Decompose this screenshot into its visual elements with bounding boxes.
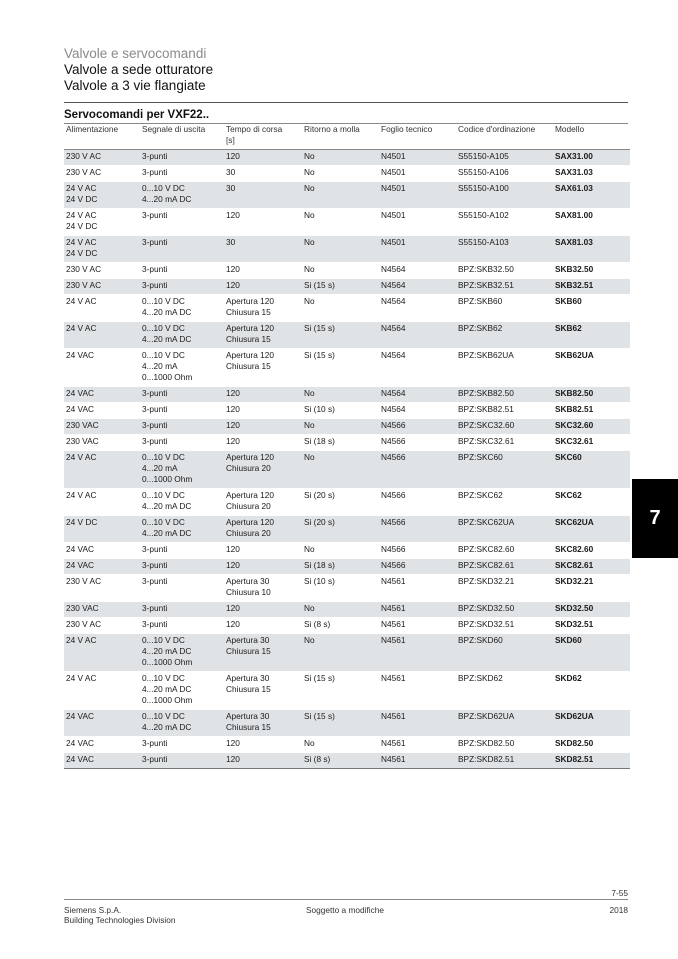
cell-modello: SAX81.03 bbox=[553, 236, 630, 263]
page-number: 7-55 bbox=[611, 888, 628, 898]
cell-tempo: Apertura 30 Chiusura 10 bbox=[224, 575, 302, 602]
header-title-1: Valvole a sede otturatore bbox=[64, 62, 214, 77]
cell-alimentazione: 230 V AC bbox=[64, 618, 140, 634]
column-header: Ritorno a molla bbox=[304, 124, 360, 134]
cell-modello: SAX31.03 bbox=[553, 166, 630, 182]
cell-modello: SKB62UA bbox=[553, 349, 630, 387]
cell-foglio: N4561 bbox=[379, 575, 456, 602]
cell-segnale: 0...10 V DC 4...20 mA DC 0...1000 Ohm bbox=[140, 672, 224, 710]
table-row bbox=[64, 295, 630, 322]
cell-modello: SKC62 bbox=[553, 489, 630, 516]
cell-alimentazione: 24 V AC 24 V DC bbox=[64, 236, 140, 263]
chapter-tab: 7 bbox=[632, 479, 678, 558]
table-header-row bbox=[64, 124, 630, 150]
cell-codice: BPZ:SKB82.51 bbox=[456, 403, 553, 419]
cell-ritorno: No bbox=[302, 419, 379, 435]
cell-segnale: 3-punti bbox=[140, 618, 224, 634]
table-row bbox=[64, 602, 630, 618]
cell-ritorno: Si (15 s) bbox=[302, 710, 379, 737]
cell-modello: SKC32.60 bbox=[553, 419, 630, 435]
cell-codice: BPZ:SKD32.51 bbox=[456, 618, 553, 634]
cell-modello: SKD62UA bbox=[553, 710, 630, 737]
cell-ritorno: Si (10 s) bbox=[302, 403, 379, 419]
cell-tempo: 120 bbox=[224, 602, 302, 618]
cell-segnale: 3-punti bbox=[140, 419, 224, 435]
cell-foglio: N4561 bbox=[379, 602, 456, 618]
cell-foglio: N4566 bbox=[379, 559, 456, 575]
cell-foglio: N4501 bbox=[379, 236, 456, 263]
column-header: Codice d'ordinazione bbox=[458, 124, 536, 134]
cell-segnale: 3-punti bbox=[140, 602, 224, 618]
cell-ritorno: No bbox=[302, 634, 379, 672]
footer-division: Building Technologies Division bbox=[64, 915, 176, 925]
cell-ritorno: No bbox=[302, 543, 379, 559]
table-row bbox=[64, 618, 630, 634]
cell-segnale: 3-punti bbox=[140, 263, 224, 279]
table-row bbox=[64, 753, 630, 769]
table-row bbox=[64, 516, 630, 543]
cell-modello: SKB62 bbox=[553, 322, 630, 349]
table-row bbox=[64, 559, 630, 575]
cell-modello: SKD32.51 bbox=[553, 618, 630, 634]
cell-ritorno: Si (18 s) bbox=[302, 435, 379, 451]
cell-segnale: 3-punti bbox=[140, 166, 224, 182]
cell-ritorno: Si (8 s) bbox=[302, 618, 379, 634]
cell-modello: SKC62UA bbox=[553, 516, 630, 543]
cell-segnale: 3-punti bbox=[140, 559, 224, 575]
cell-codice: BPZ:SKB62 bbox=[456, 322, 553, 349]
cell-foglio: N4564 bbox=[379, 387, 456, 403]
cell-foglio: N4561 bbox=[379, 634, 456, 672]
cell-ritorno: No bbox=[302, 737, 379, 753]
cell-tempo: 120 bbox=[224, 618, 302, 634]
cell-tempo: 120 bbox=[224, 753, 302, 769]
cell-ritorno: Si (15 s) bbox=[302, 322, 379, 349]
cell-modello: SKC82.61 bbox=[553, 559, 630, 575]
header-category: Valvole e servocomandi bbox=[64, 46, 207, 61]
table-row bbox=[64, 710, 630, 737]
cell-foglio: N4564 bbox=[379, 263, 456, 279]
table-row bbox=[64, 419, 630, 435]
cell-segnale: 0...10 V DC 4...20 mA DC bbox=[140, 322, 224, 349]
cell-foglio: N4501 bbox=[379, 182, 456, 209]
table-row bbox=[64, 435, 630, 451]
table-row bbox=[64, 263, 630, 279]
cell-tempo: 120 bbox=[224, 737, 302, 753]
cell-foglio: N4566 bbox=[379, 419, 456, 435]
cell-modello: SKD62 bbox=[553, 672, 630, 710]
footer-note: Soggetto a modifiche bbox=[306, 905, 384, 915]
cell-tempo: 120 bbox=[224, 435, 302, 451]
cell-modello: SKD60 bbox=[553, 634, 630, 672]
cell-modello: SAX81.00 bbox=[553, 209, 630, 236]
table-body bbox=[64, 150, 630, 769]
cell-segnale: 3-punti bbox=[140, 236, 224, 263]
cell-codice: BPZ:SKD62UA bbox=[456, 710, 553, 737]
cell-segnale: 0...10 V DC 4...20 mA DC bbox=[140, 710, 224, 737]
cell-alimentazione: 24 V DC bbox=[64, 516, 140, 543]
cell-foglio: N4566 bbox=[379, 543, 456, 559]
cell-segnale: 0...10 V DC 4...20 mA 0...1000 Ohm bbox=[140, 451, 224, 489]
cell-ritorno: Si (15 s) bbox=[302, 349, 379, 387]
table-row bbox=[64, 279, 630, 295]
cell-tempo: 120 bbox=[224, 279, 302, 295]
cell-tempo: 30 bbox=[224, 166, 302, 182]
cell-ritorno: Si (8 s) bbox=[302, 753, 379, 769]
cell-modello: SKB82.50 bbox=[553, 387, 630, 403]
cell-codice: BPZ:SKD62 bbox=[456, 672, 553, 710]
cell-foglio: N4566 bbox=[379, 489, 456, 516]
cell-codice: BPZ:SKD60 bbox=[456, 634, 553, 672]
cell-alimentazione: 24 VAC bbox=[64, 349, 140, 387]
cell-alimentazione: 230 VAC bbox=[64, 419, 140, 435]
cell-codice: BPZ:SKD82.50 bbox=[456, 737, 553, 753]
cell-segnale: 0...10 V DC 4...20 mA 0...1000 Ohm bbox=[140, 349, 224, 387]
table-row bbox=[64, 403, 630, 419]
cell-foglio: N4561 bbox=[379, 672, 456, 710]
footer-divider bbox=[64, 899, 628, 900]
cell-modello: SKD82.50 bbox=[553, 737, 630, 753]
cell-codice: S55150-A106 bbox=[456, 166, 553, 182]
cell-modello: SKB60 bbox=[553, 295, 630, 322]
cell-ritorno: No bbox=[302, 209, 379, 236]
cell-segnale: 3-punti bbox=[140, 403, 224, 419]
header-divider bbox=[64, 102, 628, 103]
table-row bbox=[64, 150, 630, 166]
cell-alimentazione: 24 VAC bbox=[64, 737, 140, 753]
cell-codice: BPZ:SKC82.61 bbox=[456, 559, 553, 575]
cell-tempo: Apertura 30 Chiusura 15 bbox=[224, 710, 302, 737]
table-row bbox=[64, 489, 630, 516]
cell-codice: BPZ:SKB82.50 bbox=[456, 387, 553, 403]
cell-tempo: 120 bbox=[224, 150, 302, 166]
cell-modello: SKD82.51 bbox=[553, 753, 630, 769]
cell-tempo: 120 bbox=[224, 559, 302, 575]
cell-modello: SAX61.03 bbox=[553, 182, 630, 209]
cell-alimentazione: 24 VAC bbox=[64, 559, 140, 575]
cell-alimentazione: 24 V AC bbox=[64, 672, 140, 710]
cell-modello: SKC60 bbox=[553, 451, 630, 489]
cell-codice: BPZ:SKC62UA bbox=[456, 516, 553, 543]
cell-codice: BPZ:SKC60 bbox=[456, 451, 553, 489]
cell-segnale: 3-punti bbox=[140, 737, 224, 753]
cell-tempo: Apertura 120 Chiusura 20 bbox=[224, 516, 302, 543]
cell-segnale: 3-punti bbox=[140, 575, 224, 602]
cell-segnale: 3-punti bbox=[140, 279, 224, 295]
cell-alimentazione: 24 V AC bbox=[64, 322, 140, 349]
cell-modello: SKC82.60 bbox=[553, 543, 630, 559]
cell-alimentazione: 24 VAC bbox=[64, 403, 140, 419]
cell-foglio: N4564 bbox=[379, 349, 456, 387]
cell-modello: SKB82.51 bbox=[553, 403, 630, 419]
cell-codice: S55150-A105 bbox=[456, 150, 553, 166]
cell-tempo: 120 bbox=[224, 543, 302, 559]
table-row bbox=[64, 166, 630, 182]
cell-segnale: 3-punti bbox=[140, 209, 224, 236]
cell-segnale: 3-punti bbox=[140, 435, 224, 451]
cell-segnale: 0...10 V DC 4...20 mA DC bbox=[140, 295, 224, 322]
cell-tempo: Apertura 120 Chiusura 15 bbox=[224, 349, 302, 387]
cell-tempo: Apertura 30 Chiusura 15 bbox=[224, 634, 302, 672]
cell-codice: BPZ:SKB62UA bbox=[456, 349, 553, 387]
table-row bbox=[64, 349, 630, 387]
cell-segnale: 0...10 V DC 4...20 mA DC bbox=[140, 182, 224, 209]
cell-alimentazione: 24 V AC bbox=[64, 489, 140, 516]
cell-modello: SKB32.51 bbox=[553, 279, 630, 295]
cell-foglio: N4501 bbox=[379, 150, 456, 166]
cell-alimentazione: 230 VAC bbox=[64, 435, 140, 451]
cell-alimentazione: 230 V AC bbox=[64, 150, 140, 166]
cell-codice: BPZ:SKD32.21 bbox=[456, 575, 553, 602]
cell-modello: SKD32.21 bbox=[553, 575, 630, 602]
section-title: Servocomandi per VXF22.. bbox=[64, 109, 210, 121]
cell-alimentazione: 24 V AC 24 V DC bbox=[64, 182, 140, 209]
footer-company: Siemens S.p.A. bbox=[64, 905, 122, 915]
cell-ritorno: No bbox=[302, 451, 379, 489]
cell-codice: BPZ:SKB32.51 bbox=[456, 279, 553, 295]
cell-modello: SKD32.50 bbox=[553, 602, 630, 618]
cell-modello: SKC32.61 bbox=[553, 435, 630, 451]
cell-foglio: N4564 bbox=[379, 322, 456, 349]
cell-ritorno: Si (15 s) bbox=[302, 279, 379, 295]
cell-ritorno: No bbox=[302, 236, 379, 263]
cell-ritorno: No bbox=[302, 166, 379, 182]
column-header: Alimentazione bbox=[66, 124, 119, 134]
cell-ritorno: Si (15 s) bbox=[302, 672, 379, 710]
cell-ritorno: Si (10 s) bbox=[302, 575, 379, 602]
cell-segnale: 3-punti bbox=[140, 387, 224, 403]
cell-foglio: N4501 bbox=[379, 166, 456, 182]
cell-alimentazione: 24 VAC bbox=[64, 710, 140, 737]
cell-ritorno: No bbox=[302, 263, 379, 279]
cell-codice: BPZ:SKB60 bbox=[456, 295, 553, 322]
cell-codice: BPZ:SKD82.51 bbox=[456, 753, 553, 769]
cell-foglio: N4566 bbox=[379, 516, 456, 543]
cell-foglio: N4566 bbox=[379, 451, 456, 489]
cell-foglio: N4501 bbox=[379, 209, 456, 236]
table-row bbox=[64, 634, 630, 672]
cell-tempo: Apertura 30 Chiusura 15 bbox=[224, 672, 302, 710]
cell-ritorno: No bbox=[302, 295, 379, 322]
cell-foglio: N4566 bbox=[379, 435, 456, 451]
table-row bbox=[64, 322, 630, 349]
cell-alimentazione: 24 V AC bbox=[64, 295, 140, 322]
cell-ritorno: Si (20 s) bbox=[302, 489, 379, 516]
cell-tempo: Apertura 120 Chiusura 15 bbox=[224, 322, 302, 349]
cell-tempo: 120 bbox=[224, 263, 302, 279]
cell-tempo: 120 bbox=[224, 387, 302, 403]
cell-foglio: N4564 bbox=[379, 295, 456, 322]
page-header bbox=[64, 46, 213, 94]
cell-segnale: 0...10 V DC 4...20 mA DC bbox=[140, 489, 224, 516]
actuator-table bbox=[64, 124, 630, 769]
column-header: Tempo di corsa [s] bbox=[226, 124, 283, 145]
cell-segnale: 3-punti bbox=[140, 543, 224, 559]
cell-segnale: 3-punti bbox=[140, 753, 224, 769]
cell-alimentazione: 24 VAC bbox=[64, 543, 140, 559]
column-header: Modello bbox=[555, 124, 585, 134]
cell-codice: S55150-A102 bbox=[456, 209, 553, 236]
cell-tempo: 120 bbox=[224, 209, 302, 236]
cell-tempo: Apertura 120 Chiusura 20 bbox=[224, 451, 302, 489]
cell-alimentazione: 230 V AC bbox=[64, 575, 140, 602]
cell-alimentazione: 230 V AC bbox=[64, 263, 140, 279]
cell-alimentazione: 24 VAC bbox=[64, 753, 140, 769]
table-row bbox=[64, 387, 630, 403]
cell-foglio: N4561 bbox=[379, 753, 456, 769]
cell-alimentazione: 24 V AC 24 V DC bbox=[64, 209, 140, 236]
cell-codice: BPZ:SKC82.60 bbox=[456, 543, 553, 559]
cell-tempo: 120 bbox=[224, 403, 302, 419]
cell-ritorno: Si (20 s) bbox=[302, 516, 379, 543]
cell-ritorno: No bbox=[302, 602, 379, 618]
cell-modello: SAX31.00 bbox=[553, 150, 630, 166]
cell-foglio: N4564 bbox=[379, 279, 456, 295]
column-header: Segnale di uscita bbox=[142, 124, 206, 134]
table-row bbox=[64, 236, 630, 263]
cell-alimentazione: 24 V AC bbox=[64, 451, 140, 489]
cell-ritorno: Si (18 s) bbox=[302, 559, 379, 575]
table-row bbox=[64, 575, 630, 602]
table-row bbox=[64, 451, 630, 489]
footer-year: 2018 bbox=[609, 905, 628, 915]
table-row bbox=[64, 182, 630, 209]
cell-ritorno: No bbox=[302, 387, 379, 403]
cell-foglio: N4564 bbox=[379, 403, 456, 419]
cell-segnale: 3-punti bbox=[140, 150, 224, 166]
cell-tempo: Apertura 120 Chiusura 20 bbox=[224, 489, 302, 516]
header-title-2: Valvole a 3 vie flangiate bbox=[64, 78, 206, 93]
cell-codice: BPZ:SKB32.50 bbox=[456, 263, 553, 279]
cell-alimentazione: 24 V AC bbox=[64, 634, 140, 672]
cell-alimentazione: 230 V AC bbox=[64, 166, 140, 182]
cell-ritorno: No bbox=[302, 150, 379, 166]
cell-alimentazione: 24 VAC bbox=[64, 387, 140, 403]
cell-codice: BPZ:SKC32.61 bbox=[456, 435, 553, 451]
cell-codice: S55150-A100 bbox=[456, 182, 553, 209]
cell-modello: SKB32.50 bbox=[553, 263, 630, 279]
cell-segnale: 0...10 V DC 4...20 mA DC 0...1000 Ohm bbox=[140, 634, 224, 672]
cell-alimentazione: 230 VAC bbox=[64, 602, 140, 618]
cell-codice: BPZ:SKC62 bbox=[456, 489, 553, 516]
cell-codice: S55150-A103 bbox=[456, 236, 553, 263]
cell-tempo: 120 bbox=[224, 419, 302, 435]
cell-codice: BPZ:SKC32.60 bbox=[456, 419, 553, 435]
cell-segnale: 0...10 V DC 4...20 mA DC bbox=[140, 516, 224, 543]
cell-foglio: N4561 bbox=[379, 737, 456, 753]
column-header: Foglio tecnico bbox=[381, 124, 433, 134]
table-row bbox=[64, 672, 630, 710]
cell-tempo: 30 bbox=[224, 182, 302, 209]
table-row bbox=[64, 737, 630, 753]
cell-tempo: Apertura 120 Chiusura 15 bbox=[224, 295, 302, 322]
cell-foglio: N4561 bbox=[379, 710, 456, 737]
cell-ritorno: No bbox=[302, 182, 379, 209]
cell-codice: BPZ:SKD32.50 bbox=[456, 602, 553, 618]
table-row bbox=[64, 209, 630, 236]
table-row bbox=[64, 543, 630, 559]
cell-tempo: 30 bbox=[224, 236, 302, 263]
cell-alimentazione: 230 V AC bbox=[64, 279, 140, 295]
cell-foglio: N4561 bbox=[379, 618, 456, 634]
